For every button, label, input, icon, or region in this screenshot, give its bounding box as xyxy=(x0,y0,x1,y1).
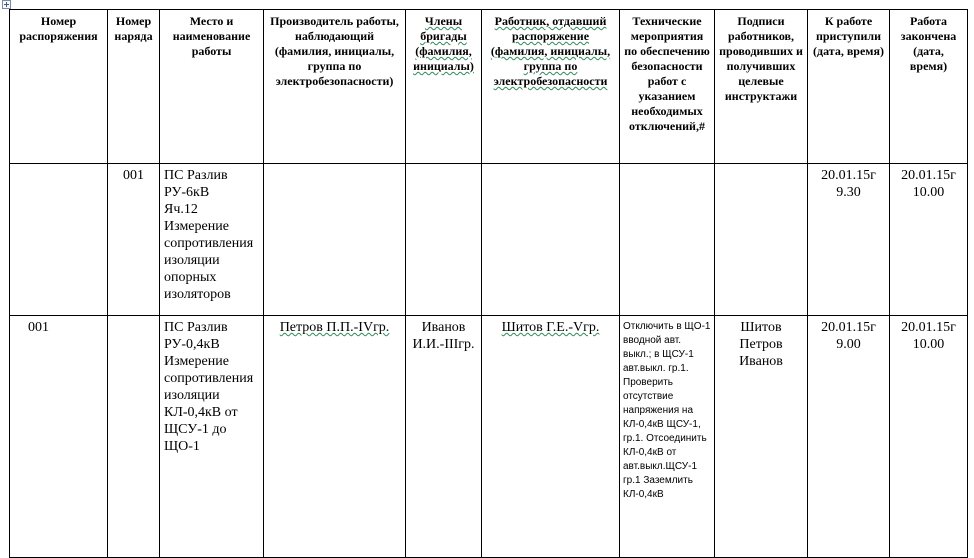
cell-safety-measures xyxy=(620,164,715,316)
cell-permit-number: 001 xyxy=(108,164,160,316)
header-work-place: Место и наименование работы xyxy=(160,10,264,164)
header-crew-members: Члены бригады (фамилия, инициалы) xyxy=(406,10,482,164)
header-work-started: К работе приступили (дата, время) xyxy=(808,10,890,164)
header-order-issuer: Работник, отдавший распоряжение (фамилия, инициалы, группа по электробезопасности xyxy=(482,10,620,164)
cell-work-place: ПС Разлив РУ-0,4кВ Измерение сопротивления изоляции КЛ-0,4кВ от ЩСУ-1 до ЩО-1 xyxy=(160,316,264,558)
cell-work-place: ПС Разлив РУ-6кВ Яч.12 Измерение сопротивления изоляции опорных изоляторов xyxy=(160,164,264,316)
table-move-handle-icon[interactable] xyxy=(2,0,11,9)
cell-work-started: 20.01.15г 9.30 xyxy=(808,164,890,316)
cell-work-started: 20.01.15г 9.00 xyxy=(808,316,890,558)
cell-work-finished: 20.01.15г 10.00 xyxy=(890,316,968,558)
header-briefing-signatures: Подписи работников, проводивших и получивших целевые инструктажи xyxy=(715,10,808,164)
table-row xyxy=(10,164,968,316)
cell-supervisor: Петров П.П.-IVгр. xyxy=(264,316,406,558)
table-header-row xyxy=(10,10,968,164)
order-register-table xyxy=(9,9,968,558)
cell-permit-number xyxy=(108,316,160,558)
cell-crew-members xyxy=(406,164,482,316)
header-safety-measures: Технические мероприятия по обеспечению безопасности работ с указанием необходимых отключений,# xyxy=(620,10,715,164)
cell-briefing-signatures: Шитов Петров Иванов xyxy=(715,316,808,558)
cell-safety-measures: Отключить в ЩО-1 вводной авт. выкл.; в ЩСУ-1 авт.выкл. гр.1. Проверить отсутствие напряжения на КЛ-0,4кВ ЩСУ-1, гр.1. Отсоединить КЛ-0,4кВ от авт.выкл.ЩСУ-1 гр.1 Заземлить КЛ-0,4кВ xyxy=(620,316,715,558)
cell-order-number xyxy=(10,164,108,316)
header-work-finished: Работа закончена (дата, время) xyxy=(890,10,968,164)
header-supervisor: Производитель работы, наблюдающий (фамилия, инициалы, группа по электробезопасности) xyxy=(264,10,406,164)
header-order-number: Номер распоряжения xyxy=(10,10,108,164)
cell-order-issuer: Шитов Г.Е.-Vгр. xyxy=(482,316,620,558)
cell-work-finished: 20.01.15г 10.00 xyxy=(890,164,968,316)
cell-order-issuer xyxy=(482,164,620,316)
cell-supervisor xyxy=(264,164,406,316)
cell-crew-members: Иванов И.И.-IIIгр. xyxy=(406,316,482,558)
header-permit-number: Номер наряда xyxy=(108,10,160,164)
cell-briefing-signatures xyxy=(715,164,808,316)
cell-order-number: 001 xyxy=(10,316,108,558)
table-row xyxy=(10,316,968,558)
